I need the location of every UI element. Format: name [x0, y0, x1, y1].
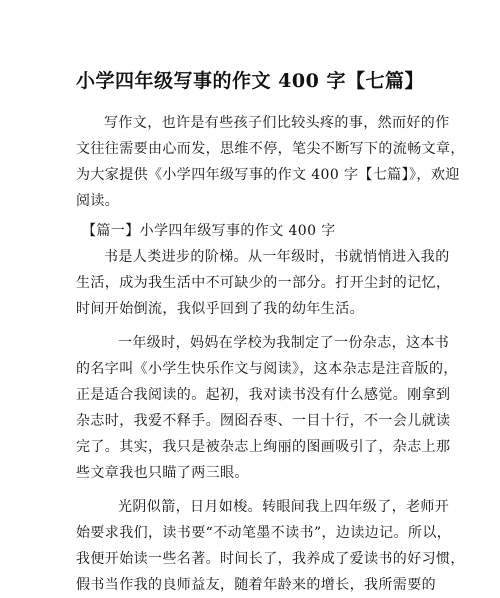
text-line: 的名字叫《小学生快乐作文与阅读》，这本杂志是注音版的， [76, 361, 458, 377]
text-line: 我便开始读一些名著。时间长了，我养成了爱读书的好习惯， [76, 551, 465, 567]
document-title: 小学四年级写事的作文 400 字【七篇】 [76, 70, 424, 92]
text-line: 阅读。 [76, 193, 120, 209]
text-line: 假书当作我的良师益友，随着年龄来的增长，我所需要的 [76, 577, 436, 593]
text-line: 为大家提供《小学四年级写事的作文 400 字【七篇】》，欢迎 [76, 167, 460, 183]
text-line: 始要求我们，读书要“不动笔墨不读书”，边读边记。所以， [76, 525, 452, 541]
section-heading: 【篇一】小学四年级写事的作文 400 字 [82, 223, 336, 239]
text-line: 时间开始倒流，我似乎回到了我的幼年生活。 [76, 301, 364, 317]
text-line: 杂志时，我爱不释手。囫囵吞枣、一目十行，不一会儿就读 [76, 413, 451, 429]
text-line: 正是适合我阅读的。起初，我对读书没有什么感觉。刚拿到 [76, 387, 451, 403]
text-line: 写作文，也许是有些孩子们比较头疼的事，然而好的作 [104, 115, 450, 131]
text-line: 完了。其实，我只是被杂志上绚丽的图画吸引了，杂志上那 [76, 439, 451, 455]
text-line: 一年级时，妈妈在学校为我制定了一份杂志，这本书 [118, 335, 450, 351]
paragraph-3 [76, 494, 465, 598]
text-line: 些文章我也只瞄了两三眼。 [76, 465, 249, 481]
text-line: 光阴似箭，日月如梭。转眼间我上四年级了，老师开 [118, 499, 450, 515]
text-line: 生活，成为我生活中不可缺少的一部分。打开尘封的记忆， [76, 275, 451, 291]
document-body [76, 110, 465, 598]
text-line: 书是人类进步的阶梯。从一年级时，书就悄悄进入我的 [104, 249, 450, 265]
text-line: 文往往需要由心而发，思维不停，笔尖不断写下的流畅文章， [76, 141, 465, 157]
intro-paragraph [76, 110, 465, 214]
paragraph-2 [76, 330, 458, 486]
paragraph-1 [76, 244, 451, 322]
